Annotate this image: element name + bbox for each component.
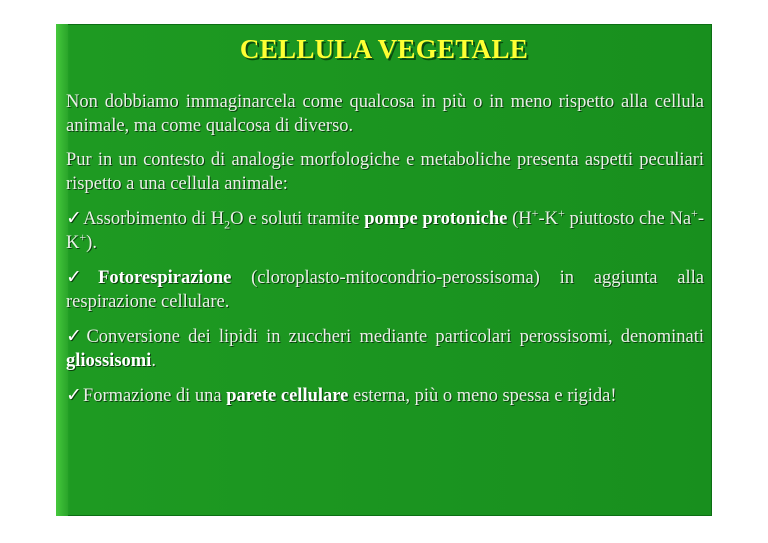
check-mark-icon: ✓ xyxy=(66,325,86,347)
slide-title: CELLULA VEGETALE xyxy=(239,34,529,64)
check-mark-icon: ✓ xyxy=(66,384,82,406)
check-mark-icon: ✓ xyxy=(66,207,83,229)
bold-term: Fotorespirazione xyxy=(98,268,232,288)
bullet-parete-cellulare: ✓Formazione di una parete cellulare esterna, più o meno spessa e rigida! xyxy=(66,384,617,406)
bullet-gliossisomi: ✓Conversione dei lipidi in zuccheri mediante particolari perossisomi, denominati gliossisomi. xyxy=(66,325,704,371)
paragraph-context: Pur in un contesto di analogie morfologiche e metaboliche presenta aspetti peculiari rispetto a una cellula animale: xyxy=(66,150,704,194)
bullet-pompe-protoniche: ✓Assorbimento di $H_2O$ e soluti tramite pompe protoniche (H+-K+ piuttosto che Na+-K+). xyxy=(66,205,704,253)
bold-term: pompe protoniche xyxy=(364,209,508,229)
slide-content xyxy=(66,90,704,418)
slide xyxy=(56,24,712,516)
bullet-fotorespirazione: ✓Fotorespirazione (cloroplasto-mitocondrio-perossisoma) in aggiunta alla respirazione cellulare. xyxy=(66,266,704,312)
check-mark-icon: ✓ xyxy=(66,266,98,288)
bold-term: parete cellulare xyxy=(226,386,349,406)
bold-term: gliossisomi xyxy=(66,351,152,371)
paragraph-intro: Non dobbiamo immaginarcela come qualcosa in più o in meno rispetto alla cellula animale, ma come qualcosa di diverso. xyxy=(66,92,704,136)
